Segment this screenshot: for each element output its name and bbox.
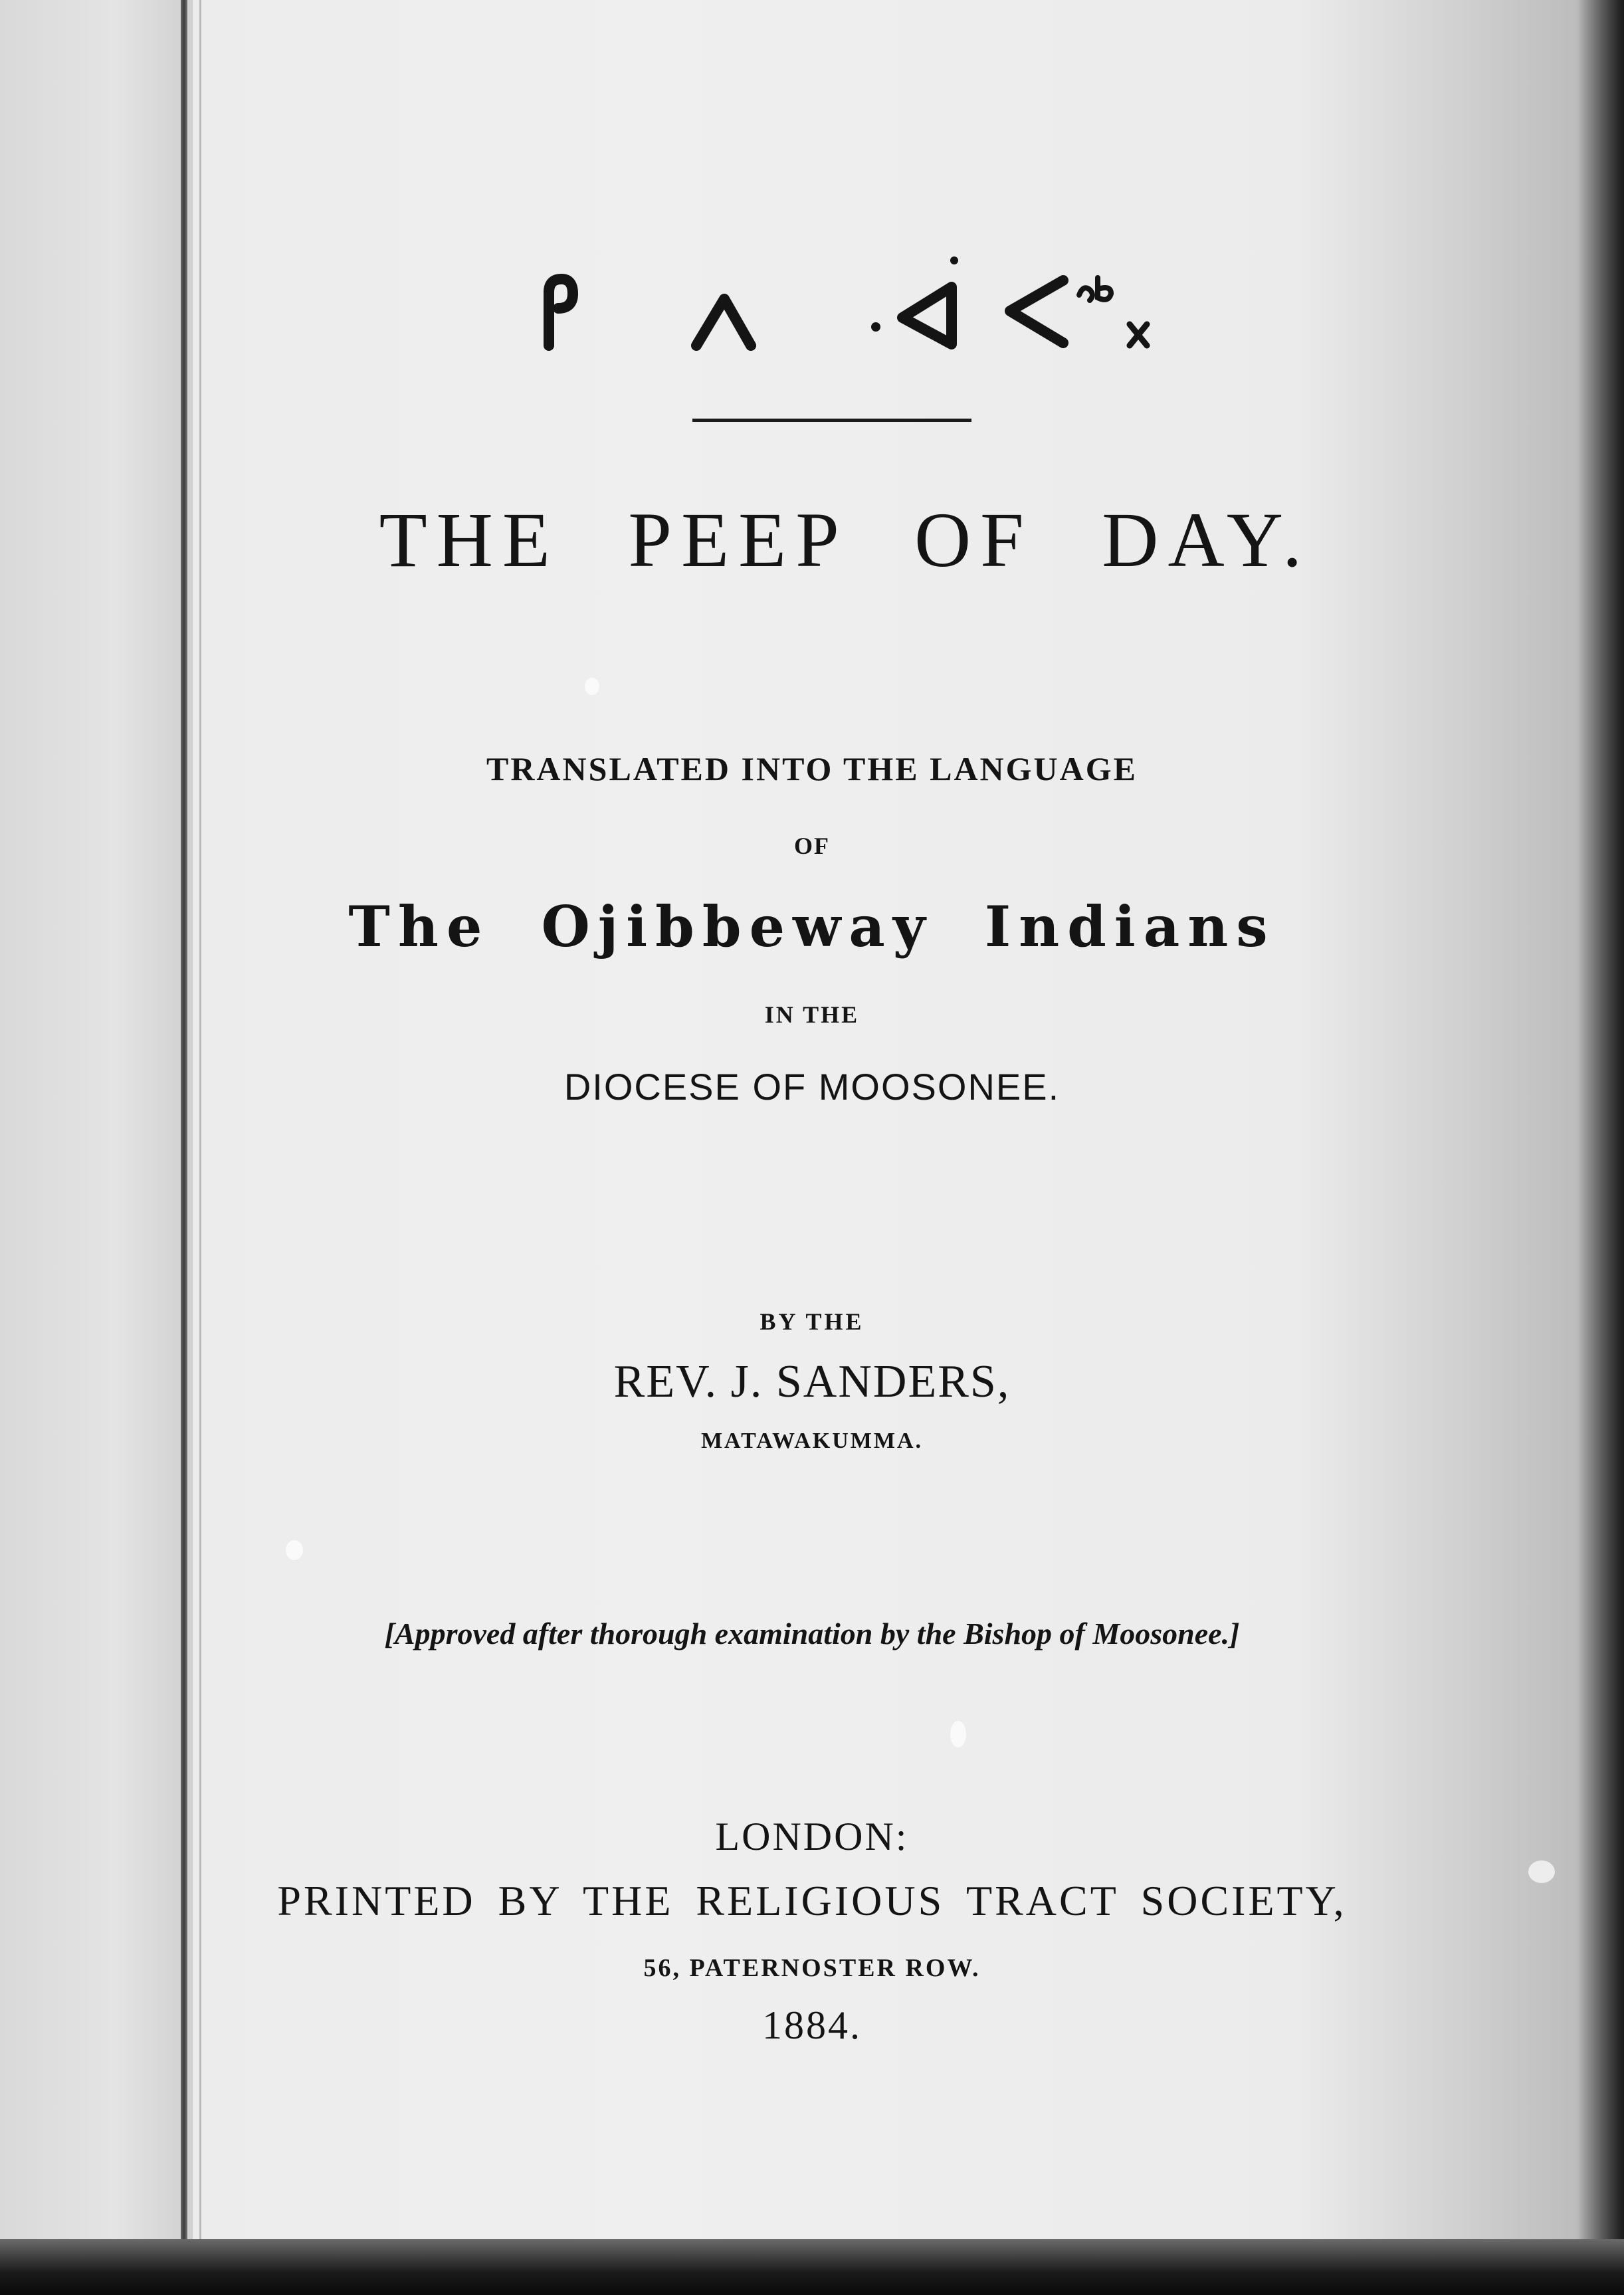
imprint-address: 56, PATERNOSTER ROW.	[643, 1954, 981, 1982]
scan-speck	[1528, 1860, 1555, 1883]
syllabic-finals	[1079, 278, 1147, 346]
diocese-line: DIOCESE OF MOOSONEE.	[563, 1066, 1061, 1108]
syllabics-glyphs	[0, 246, 1624, 372]
translated-line: TRANSLATED INTO THE LANGUAGE	[486, 750, 1138, 787]
author-place: MATAWAKUMMA.	[700, 1429, 924, 1453]
author-name: REV. J. SANDERS,	[613, 1356, 1011, 1407]
by-the-line: BY THE	[760, 1308, 864, 1335]
imprint-year: 1884.	[762, 2003, 862, 2047]
of-line: OF	[794, 833, 830, 859]
imprint-printer: PRINTED BY THE RELIGIOUS TRACT SOCIETY,	[277, 1877, 1347, 1924]
imprint-city: LONDON:	[715, 1815, 909, 1858]
syllabics-heading	[0, 246, 1624, 372]
syllabic-pa	[1010, 280, 1063, 343]
title-rule	[692, 419, 971, 422]
scan-speck	[950, 1721, 966, 1747]
approval-note: [Approved after thorough examination by the Bishop of Moosonee.]	[384, 1617, 1240, 1650]
bottom-edge-shadow	[0, 2239, 1624, 2295]
syllabic-waa	[871, 256, 958, 344]
scan-speck	[585, 678, 599, 695]
scan-speck	[286, 1540, 303, 1560]
tribe-line: The Ojibbeway Indians	[348, 894, 1276, 959]
syllabic-ki	[549, 279, 573, 346]
book-title: THE PEEP OF DAY.	[379, 496, 1312, 583]
syllabic-pi	[696, 299, 751, 346]
in-the-line: IN THE	[764, 1001, 860, 1028]
